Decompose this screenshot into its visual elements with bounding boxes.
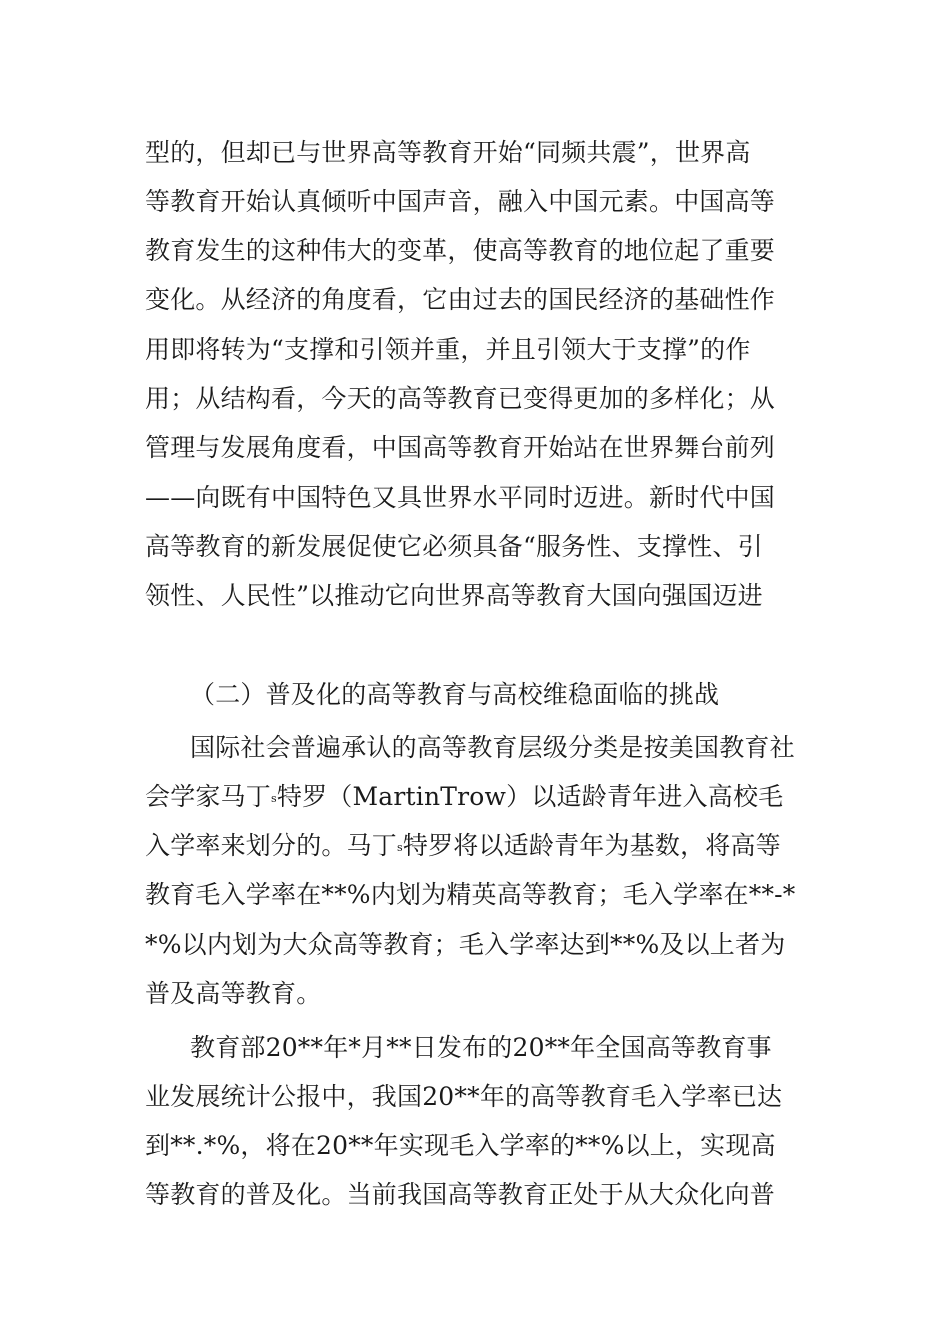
text-line: 业发展统计公报中，我国20**年的高等教育毛入学率已达 [145, 1082, 783, 1111]
text-line [145, 828, 815, 866]
text-line: 到**.*%，将在20**年实现毛入学率的**%以上，实现高 [145, 1131, 776, 1160]
text-fragment: 会学家马丁 [145, 782, 272, 811]
text-line: 等教育开始认真倾听中国声音，融入中国元素。中国高等 [145, 187, 776, 216]
text-line: 领性、人民性”以推动它向世界高等教育大国向强国迈进 [145, 581, 763, 610]
text-line: 教育发生的这种伟大的变革，使高等教育的地位起了重要 [145, 236, 776, 265]
text-line: 国际社会普遍承认的高等教育层级分类是按美国教育社 [190, 733, 795, 762]
text-line: 变化。从经济的角度看，它由过去的国民经济的基础性作 [145, 285, 776, 314]
text-line: 高等教育的新发展促使它必须具备“服务性、支撑性、引 [145, 532, 763, 561]
text-fragment: 入学率来划分的。马丁 [145, 831, 398, 860]
text-line: *%以内划为大众高等教育；毛入学率达到**%及以上者为 [145, 930, 786, 959]
text-line: 教育部20**年*月**日发布的20**年全国高等教育事 [190, 1033, 772, 1062]
separator-mark: s [271, 792, 277, 805]
text-fragment: 特罗将以适龄青年为基数，将高等 [402, 831, 781, 860]
text-line: 教育毛入学率在**%内划为精英高等教育；毛入学率在**-* [145, 880, 796, 909]
section-heading: （二）普及化的高等教育与高校维稳面临的挑战 [190, 680, 720, 709]
text-line: 型的，但却已与世界高等教育开始“同频共震”，世界高 [145, 138, 751, 167]
text-fragment: 特罗（MartinTrow）以适龄青年进入高校毛 [276, 782, 784, 811]
text-line: 用即将转为“支撑和引领并重，并且引领大于支撑”的作 [145, 335, 751, 364]
separator-mark: s [397, 841, 403, 854]
text-line: 用；从结构看，今天的高等教育已变得更加的多样化；从 [145, 384, 776, 413]
text-line: 普及高等教育。 [145, 979, 322, 1008]
text-line: 管理与发展角度看，中国高等教育开始站在世界舞台前列 [145, 433, 776, 462]
text-line [145, 779, 815, 817]
text-line: 等教育的普及化。当前我国高等教育正处于从大众化向普 [145, 1180, 776, 1209]
text-line: ——向既有中国特色又具世界水平同时迈进。新时代中国 [145, 483, 776, 512]
